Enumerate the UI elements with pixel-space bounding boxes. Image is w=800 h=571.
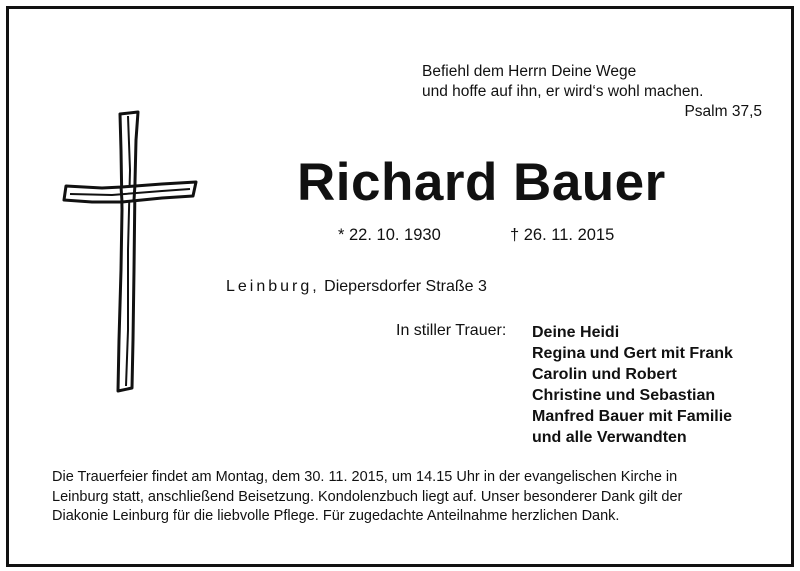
funeral-notice-line-1: Die Trauerfeier findet am Montag, dem 30. 11. 2015, um 14.15 Uhr in der evangelischen Kirche in <box>52 469 678 485</box>
mourner-name: und alle Verwandten <box>532 429 687 446</box>
verse-reference: Psalm 37,5 <box>684 103 762 120</box>
latin-cross-icon <box>62 110 200 395</box>
mourner-name: Deine Heidi <box>532 324 620 341</box>
mourner-name: Christine und Sebastian <box>532 387 716 404</box>
funeral-notice-line-3: Diakonie Leinburg für die liebvolle Pflege. Für zugedachte Anteilnahme herzlichen Dank. <box>52 508 620 524</box>
address-town: Leinburg, <box>226 278 320 295</box>
verse-line-2: und hoffe auf ihn, er wird‘s wohl machen. <box>422 83 704 100</box>
funeral-notice-line-2: Leinburg statt, anschließend Beisetzung. Kondolenzbuch liegt auf. Unser besonderer Dank gilt der <box>52 488 683 505</box>
deceased-name: Richard Bauer <box>297 153 666 212</box>
bible-verse <box>342 62 762 122</box>
funeral-notice <box>52 468 752 527</box>
birth-date: * 22. 10. 1930 <box>338 226 441 244</box>
address-street: Diepersdorfer Straße 3 <box>324 278 487 295</box>
mourner-name: Regina und Gert mit Frank <box>532 345 733 362</box>
mourner-name: Manfred Bauer mit Familie <box>532 408 733 425</box>
mourner-name: Carolin und Robert <box>532 366 677 383</box>
mourners-list <box>532 322 733 448</box>
address <box>226 278 487 296</box>
death-date: † 26. 11. 2015 <box>510 226 615 244</box>
mourning-label: In stiller Trauer: <box>396 322 507 339</box>
verse-line-1: Befiehl dem Herrn Deine Wege <box>422 63 637 80</box>
